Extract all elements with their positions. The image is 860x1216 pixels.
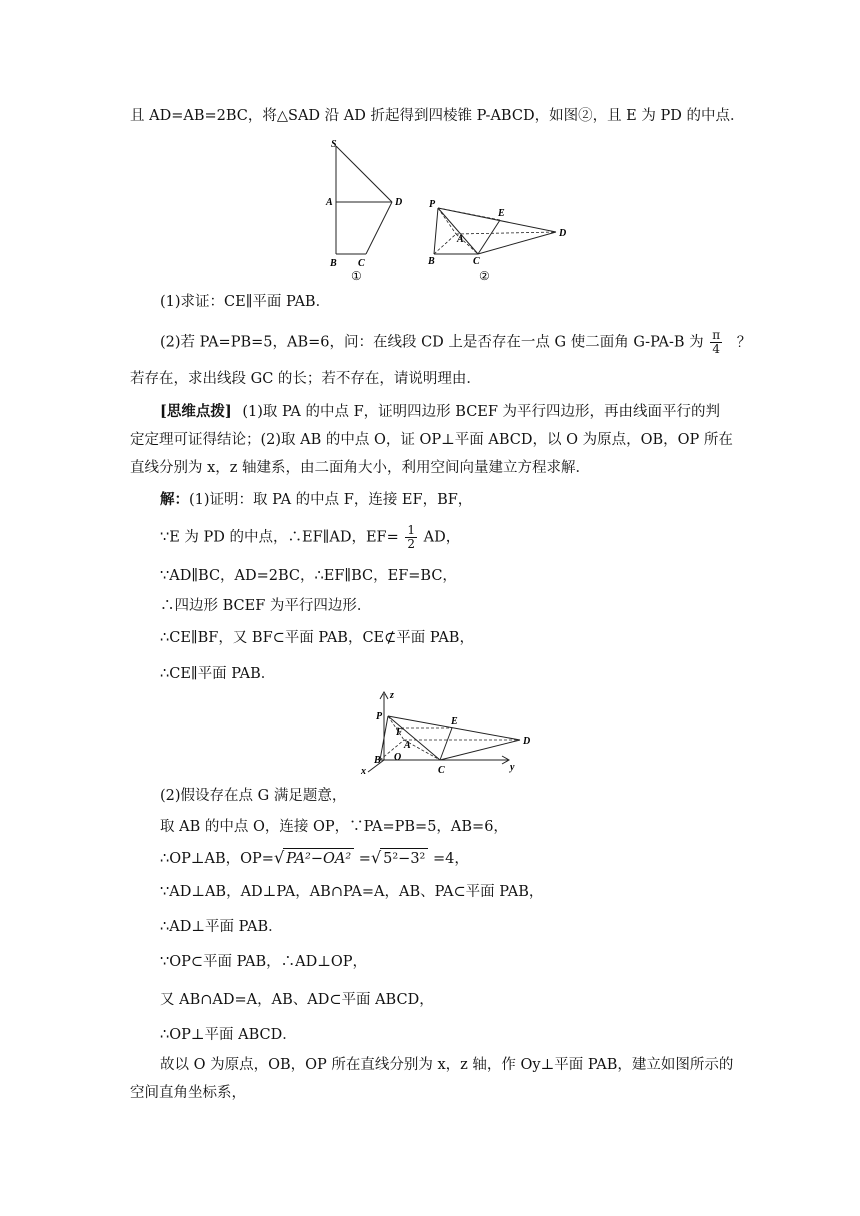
question-2-text: (2)若 PA=PB=5，AB=6，问：在线段 CD 上是否存在一点 G 使二面角 G-PA-B 为	[160, 334, 704, 351]
fig3-label-a: A	[404, 740, 411, 751]
fig3-label-d: D	[523, 736, 531, 747]
solution-text-2b: AD，	[423, 529, 461, 546]
solution-text-1: (1)证明：取 PA 的中点 F，连接 EF，BF，	[189, 492, 473, 508]
fig3-label-c: C	[438, 765, 445, 776]
hint-line-1	[160, 402, 720, 422]
angle-fraction-den: 4	[712, 342, 721, 356]
fig3-label-o: O	[394, 752, 402, 763]
radical-sign-2: √	[370, 848, 382, 867]
fig3-label-z: z	[390, 690, 394, 701]
fig2-label-b: B	[428, 256, 435, 267]
question-2	[160, 329, 751, 356]
fig2-label-c: C	[473, 256, 480, 267]
fig2-label-e: E	[498, 208, 505, 219]
hint-text-1: (1)取 PA 的中点 F，证明四边形 BCEF 为平行四边形，再由线面平行的判	[242, 404, 721, 420]
question-2-mark: ？	[736, 334, 752, 351]
fig1-label-b: B	[330, 258, 337, 269]
part2-line-2: 取 AB 的中点 O，连接 OP，∵PA=PB=5，AB=6，	[160, 819, 508, 835]
solution-line-6: ∴CE∥平面 PAB．	[160, 666, 276, 682]
solution-title: 解：	[160, 491, 189, 508]
half-fraction-num: 1	[407, 523, 416, 537]
question-2-cont: 若存在，求出线段 GC 的长；若不存在，请说明理由．	[130, 371, 481, 387]
fig1-label-c: C	[358, 258, 365, 269]
angle-fraction-num: π	[712, 328, 721, 342]
fig3-label-e: E	[451, 716, 458, 727]
figure-1-flat-trapezoid	[320, 136, 410, 286]
half-fraction	[405, 524, 417, 551]
fig3-label-y: y	[510, 762, 515, 773]
fig1-label-a: A	[326, 197, 333, 208]
part2-eq: =	[358, 851, 371, 867]
fig2-label-a: A	[457, 234, 464, 245]
fig3-label-x: x	[361, 766, 366, 777]
solution-text-2a: ∵E 为 PD 的中点，∴EF∥AD，EF=	[160, 529, 399, 546]
angle-fraction	[710, 329, 722, 356]
radical-sign-1: √	[273, 848, 285, 867]
fig3-label-p: P	[376, 711, 383, 722]
part2-line-3	[160, 848, 469, 869]
fig1-label-d: D	[395, 197, 403, 208]
fig2-caption: ②	[479, 269, 490, 283]
fig2-label-d: D	[559, 228, 567, 239]
intro-line: 且 AD=AB=2BC，将△SAD 沿 AD 折起得到四棱锥 P-ABCD，如图②，且 E 为 PD 的中点．	[130, 108, 745, 124]
part2-line-7: 又 AB∩AD=A，AB、AD⊂平面 ABCD，	[160, 992, 434, 1008]
hint-title: [思维点拨]	[160, 403, 232, 420]
figure-2-pyramid	[424, 194, 574, 286]
part2-text-3b: =4，	[432, 851, 469, 867]
part2-line-9: 故以 O 为原点，OB，OP 所在直线分别为 x，z 轴，作 Oy⊥平面 PAB，建立如图所示的	[160, 1057, 734, 1073]
fig3-label-f: F	[396, 727, 403, 738]
question-1: (1)求证：CE∥平面 PAB．	[160, 294, 331, 310]
part2-line-8: ∴OP⊥平面 ABCD．	[160, 1027, 297, 1043]
figure-3-coordinate-pyramid	[358, 688, 538, 780]
radical-2: 5²−3²	[380, 848, 428, 869]
solution-line-5: ∴CE∥BF，又 BF⊂平面 PAB，CE⊄平面 PAB，	[160, 630, 474, 646]
part2-line-10: 空间直角坐标系，	[130, 1085, 246, 1101]
part2-line-5: ∴AD⊥平面 PAB．	[160, 919, 283, 935]
fig3-label-b: B	[374, 755, 381, 766]
fig1-label-s: S	[331, 139, 337, 150]
radical-1: PA²−OA²	[283, 848, 354, 869]
hint-line-3: 直线分别为 x，z 轴建系，由二面角大小，利用空间向量建立方程求解．	[130, 460, 591, 476]
hint-line-2: 定定理可证得结论；(2)取 AB 的中点 O，证 OP⊥平面 ABCD，以 O 为原点，OB，OP 所在	[130, 432, 733, 448]
solution-line-4: ∴四边形 BCEF 为平行四边形．	[160, 598, 372, 614]
part2-line-4: ∵AD⊥AB，AD⊥PA，AB∩PA=A，AB、PA⊂平面 PAB，	[160, 884, 544, 900]
fig2-label-p: P	[429, 199, 436, 210]
part2-line-6: ∵OP⊂平面 PAB，∴AD⊥OP，	[160, 954, 368, 970]
part2-text-3a: ∴OP⊥AB，OP=	[160, 851, 274, 867]
part2-line-1: (2)假设存在点 G 满足题意，	[160, 788, 347, 804]
half-fraction-den: 2	[407, 537, 416, 551]
fig1-caption: ①	[351, 269, 362, 283]
solution-line-1	[160, 490, 472, 510]
solution-line-3: ∵AD∥BC，AD=2BC，∴EF∥BC，EF=BC，	[160, 568, 457, 584]
solution-line-2	[160, 524, 460, 551]
